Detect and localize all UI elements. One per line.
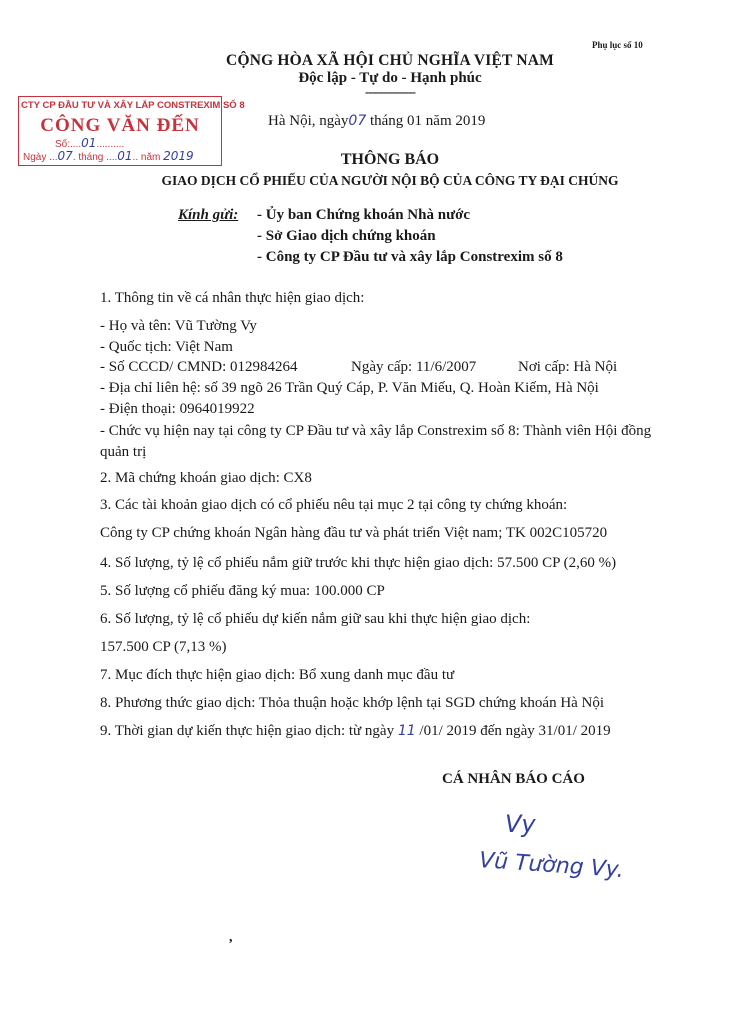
current-position: - Chức vụ hiện nay tại công ty CP Đầu tư và xây lắp Constrexim số 8: Thành viên Hội đồng quản trị [100, 423, 652, 460]
document-subtitle: GIAO DỊCH CỔ PHIẾU CỦA NGƯỜI NỘI BỘ CỦA CÔNG TY ĐẠI CHÚNG [161, 173, 619, 188]
appendix-label: Phụ lục số 10 [592, 40, 643, 50]
stamp-date-line: Ngày ...07. tháng ....01.. năm 2019 [23, 149, 194, 163]
section-7-purpose: 7. Mục đích thực hiện giao dịch: Bổ xung danh mục đầu tư [100, 667, 455, 683]
signer-role: CÁ NHÂN BÁO CÁO [442, 771, 585, 787]
section-9-prefix: 9. Thời gian dự kiến thực hiện giao dịch: từ ngày [100, 723, 395, 739]
dateline-prefix: Hà Nội, ngày [268, 113, 349, 129]
section-9-suffix: /01/ 2019 đến ngày 31/01/ 2019 [419, 723, 611, 739]
stamp-year-value: 2019 [163, 149, 194, 163]
id-issue-place: Nơi cấp: Hà Nội [518, 359, 618, 375]
recipient-item: - Sở Giao dịch chứng khoán [257, 228, 436, 244]
header-divider: --------------- [365, 84, 415, 99]
nation-header: CỘNG HÒA XÃ HỘI CHỦ NGHĨA VIỆT NAM [226, 52, 554, 69]
stamp-number-line: Số:....01.......... [55, 136, 125, 150]
section-9-timeframe [100, 723, 611, 740]
stamp-title: CÔNG VĂN ĐẾN [40, 115, 200, 136]
section-6-heading: 6. Số lượng, tỷ lệ cổ phiếu dự kiến nắm giữ sau khi thực hiện giao dịch: [100, 611, 531, 627]
phone-number: - Điện thoại: 0964019922 [100, 401, 255, 417]
section-1-heading: 1. Thông tin về cá nhân thực hiện giao dịch: [100, 290, 365, 306]
stamp-month-value: 01 [117, 149, 133, 163]
signature-name: Vũ Tường Vy. [478, 848, 625, 884]
section-4-holdings-before: 4. Số lượng, tỷ lệ cổ phiếu nắm giữ trước khi thực hiện giao dịch: 57.500 CP (2,60 %) [100, 555, 617, 571]
section-3-heading: 3. Các tài khoản giao dịch có cổ phiếu nêu tại mục 2 tại công ty chứng khoán: [100, 497, 568, 513]
section-5-registered-buy: 5. Số lượng cổ phiếu đăng ký mua: 100.000 CP [100, 583, 385, 599]
signature-mark: Vy [505, 810, 536, 838]
motto-header: Độc lập - Tự do - Hạnh phúc [298, 70, 482, 86]
recipients-label: Kính gửi: [178, 207, 239, 223]
stamp-number-value: 01 [81, 136, 97, 150]
stamp-day-label: Ngày [23, 152, 47, 163]
stamp-number-label: Số: [55, 139, 71, 150]
place-date-line [268, 113, 485, 130]
nationality: - Quốc tịch: Việt Nam [100, 339, 233, 355]
section-8-method: 8. Phương thức giao dịch: Thỏa thuận hoặc khớp lệnh tại SGD chứng khoán Hà Nội [100, 695, 605, 711]
full-name: - Họ và tên: Vũ Tường Vy [100, 318, 257, 334]
section-6-holdings-after: 157.500 CP (7,13 %) [100, 639, 227, 655]
recipient-item: - Công ty CP Đầu tư và xây lắp Constrexim số 8 [257, 249, 563, 265]
id-issue-date: Ngày cấp: 11/6/2007 [351, 359, 477, 375]
recipient-item: - Ủy ban Chứng khoán Nhà nước [257, 207, 471, 223]
section-9-start-day: 11 [397, 723, 416, 739]
stamp-year-label: năm [140, 152, 161, 163]
dateline-day: 07 [348, 113, 367, 129]
stamp-company: CTY CP ĐẦU TƯ VÀ XÂY LẮP CONSTREXIM SỐ 8 [21, 100, 245, 111]
contact-address: - Địa chỉ liên hệ: số 39 ngõ 26 Trần Quý Cáp, P. Văn Miếu, Q. Hoàn Kiếm, Hà Nội [100, 380, 599, 396]
document-title: THÔNG BÁO [340, 151, 440, 168]
section-2-ticker: 2. Mã chứng khoán giao dịch: CX8 [100, 470, 312, 486]
stray-mark: , [229, 930, 233, 945]
section-3-account: Công ty CP chứng khoán Ngân hàng đầu tư và phát triển Việt nam; TK 002C105720 [100, 525, 608, 541]
stamp-month-label: tháng [78, 152, 104, 163]
stamp-day-value: 07 [57, 149, 73, 163]
dateline-suffix: tháng 01 năm 2019 [369, 113, 486, 129]
id-number: - Số CCCD/ CMND: 012984264 [100, 359, 298, 375]
